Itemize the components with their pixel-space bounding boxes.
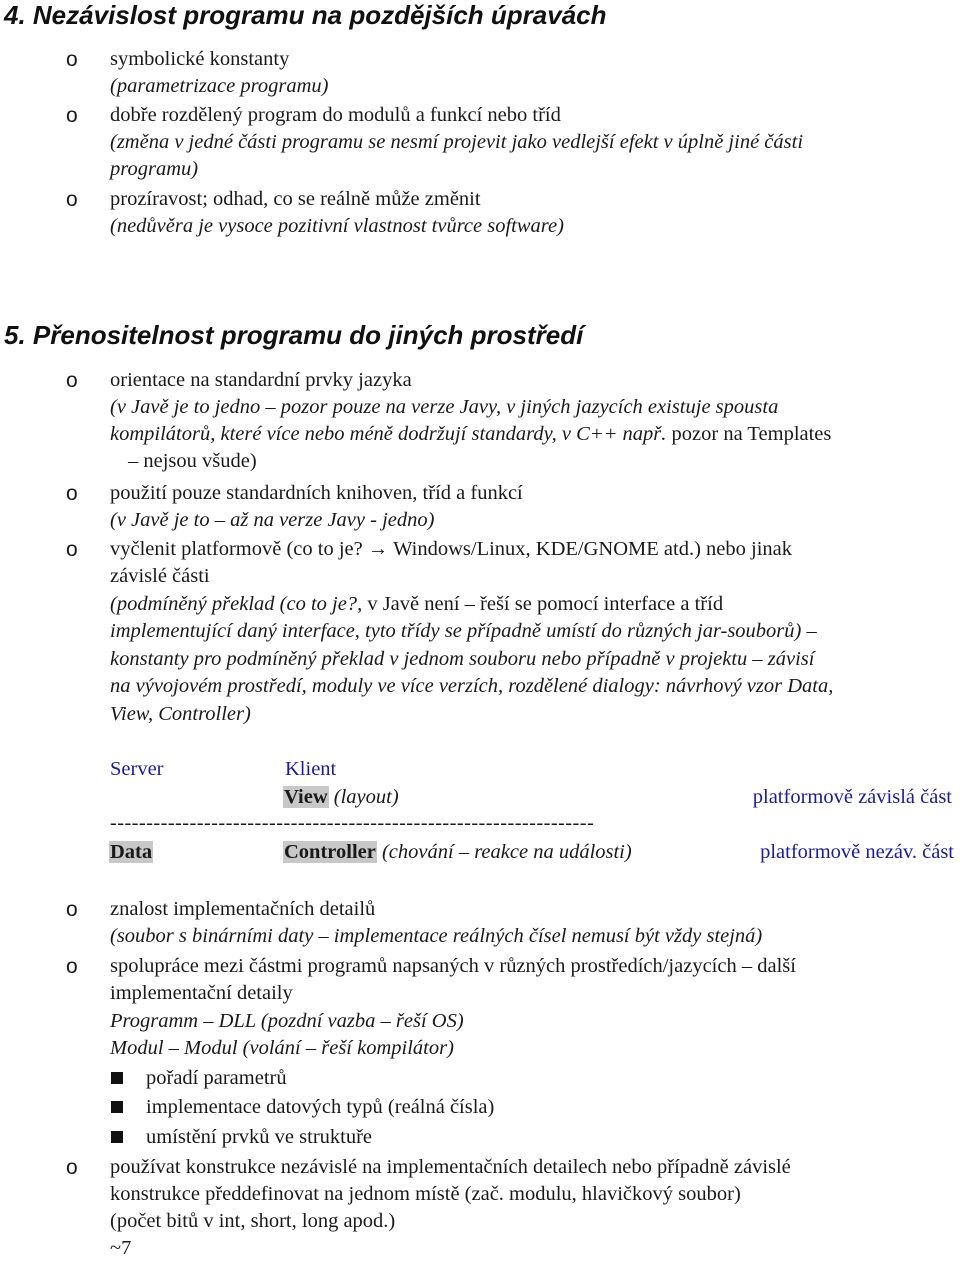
item-text: závislé části: [110, 565, 210, 587]
bullet-marker: o: [66, 538, 78, 561]
sub-item: umístění prvků ve struktuře: [146, 1126, 373, 1148]
controller-label: Controller: [284, 841, 376, 863]
sub-item: implementace datových typů (reálná čísla): [146, 1096, 495, 1118]
square-bullet-icon: [111, 1072, 123, 1084]
platform-dependent-label: platformově závislá část: [752, 786, 952, 808]
section-4-heading: 4. Nezávislost programu na pozdějších úpravách: [4, 0, 607, 30]
bullet-marker: o: [66, 369, 78, 392]
bullet-marker: o: [66, 898, 78, 921]
arrow-icon: →: [367, 538, 389, 560]
item-text: symbolické konstanty: [110, 48, 290, 70]
klient-label: Klient: [285, 758, 337, 780]
item-text: znalost implementačních detailů: [110, 898, 376, 920]
controller-note: (chování – reakce na události): [376, 841, 632, 863]
item-note: Programm – DLL (pozdní vazba – řeší OS): [110, 1010, 464, 1032]
sub-item: pořadí parametrů: [146, 1067, 287, 1089]
item-text: používat konstrukce nezávislé na implementačních detailech nebo případně závislé: [110, 1156, 791, 1178]
bullet-marker: o: [66, 955, 78, 978]
item-text: orientace na standardní prvky jazyka: [110, 369, 412, 391]
data-label: Data: [110, 841, 153, 863]
item-note: , v Javě není – řeší se pomocí interface a tříd: [357, 593, 724, 615]
bullet-marker: o: [66, 1156, 78, 1179]
item-note: (nedůvěra je vysoce pozitivní vlastnost tvůrce software): [110, 215, 564, 237]
bullet-marker: o: [66, 104, 78, 127]
item-note: na vývojovém prostředí, moduly ve více verzích, rozdělené dialogy: návrhový vzor Data,: [110, 675, 834, 697]
bullet-marker: o: [66, 48, 78, 71]
view-note: (layout): [328, 786, 399, 808]
item-text: dobře rozdělený program do modulů a funkcí nebo tříd: [110, 104, 561, 126]
bullet-marker: o: [66, 482, 78, 505]
bullet-marker: o: [66, 188, 78, 211]
item-text-line: [110, 536, 792, 563]
view-line: [283, 784, 399, 811]
item-text: vyčlenit platformově (co to je?: [110, 538, 368, 560]
separator-dashes: -------------------------------------------------------------------: [110, 812, 595, 834]
item-text: implementační detaily: [110, 982, 293, 1004]
item-text: (počet bitů v int, short, long apod.): [110, 1210, 396, 1232]
item-note: implementující daný interface, tyto třídy se případně umístí do různých jar-souborů) –: [110, 620, 817, 642]
item-text: prozíravost; odhad, co se reálně může změnit: [110, 188, 481, 210]
square-bullet-icon: [111, 1131, 123, 1143]
item-note: (změna v jedné části programu se nesmí projevit jako vedlejší efekt v úplně jiné části: [110, 131, 804, 153]
platform-independent-label: platformově nezáv. část: [760, 841, 954, 863]
item-note: View, Controller): [110, 703, 251, 725]
item-note: (podmíněný překlad (co to je?: [110, 593, 358, 615]
square-bullet-icon: [111, 1101, 123, 1113]
item-note: (soubor s binárními daty – implementace reálných čísel nemusí být vždy stejná): [110, 925, 763, 947]
server-label: Server: [110, 758, 164, 780]
item-note-italic: kompilátorů, které více nebo méně dodržují standardy, v C++ např.: [110, 423, 667, 445]
item-note-normal: pozor na Templates: [666, 423, 832, 445]
item-note: – nejsou všude): [128, 450, 257, 472]
item-text: ~7: [110, 1237, 132, 1259]
item-note: konstanty pro podmíněný překlad v jednom souboru nebo případně v projektu – závisí: [110, 648, 815, 670]
view-label: View: [284, 786, 328, 808]
controller-line: [283, 839, 632, 866]
item-note: (v Javě je to – až na verze Javy - jedno): [110, 509, 435, 531]
item-note-line: [110, 591, 723, 618]
item-note: (parametrizace programu): [110, 75, 329, 97]
item-note-line: [110, 421, 831, 448]
item-note: (v Javě je to jedno – pozor pouze na verze Javy, v jiných jazycích existuje spousta: [110, 396, 779, 418]
item-text: spolupráce mezi částmi programů napsaných v různých prostředích/jazycích – další: [110, 955, 796, 977]
item-note: Modul – Modul (volání – řeší kompilátor): [110, 1037, 454, 1059]
item-text: konstrukce předdefinovat na jednom místě (zač. modulu, hlavičkový soubor): [110, 1183, 741, 1205]
data-line: [109, 839, 153, 866]
item-text: Windows/Linux, KDE/GNOME atd.) nebo jinak: [388, 538, 792, 560]
item-text: použití pouze standardních knihoven, tříd a funkcí: [110, 482, 523, 504]
item-note: programu): [110, 158, 199, 180]
section-5-heading: 5. Přenositelnost programu do jiných prostředí: [4, 320, 584, 350]
